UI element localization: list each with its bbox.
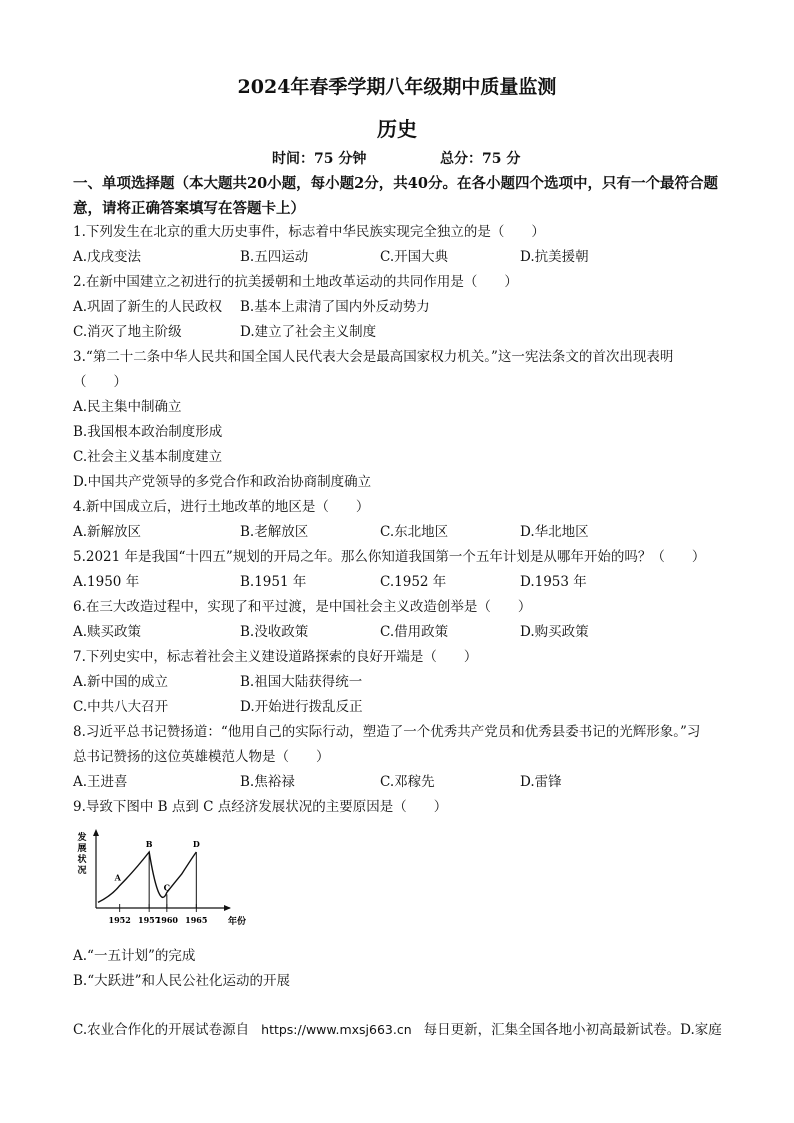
question-8-option-c: C.邓稼先 [380,774,435,790]
question-2-option-c: C.消灭了地主阶级 [73,324,182,340]
question-7-option-d: D.开始进行拨乱反正 [240,699,363,715]
question-8-stem: 8.习近平总书记赞扬道：“他用自己的实际行动，塑造了一个优秀共产党员和优秀县委书记的光辉形象。”习 [73,724,701,740]
question-5-option-a: A.1950 年 [73,574,140,590]
question-8-stem-cont: 总书记赞扬的这位英雄模范人物是（ ） [73,749,330,765]
question-3-option-d: D.中国共产党领导的多党合作和政治协商制度确立 [73,474,372,490]
x-tick-label-1952: 1952 [108,915,131,925]
question-1-option-a: A.戊戌变法 [73,249,142,265]
question-3-option-c: C.社会主义基本制度建立 [73,449,223,465]
x-tick-label-1965: 1965 [185,915,208,925]
question-9-option-b: B.“大跃进”和人民公社化运动的开展 [73,973,291,989]
question-1-option-c: C.开国大典 [380,249,449,265]
question-8-option-a: A.王进喜 [73,774,128,790]
question-3-stem-cont: （ ） [73,374,127,390]
x-tick-label-1960: 1960 [155,915,178,925]
question-2-stem: 2.在新中国建立之初进行的抗美援朝和土地改革运动的共同作用是（ ） [73,274,518,290]
subject-title: 历史 [377,117,417,141]
question-6-option-c: C.借用政策 [380,624,449,640]
point-label-D: D [192,839,200,849]
question-3-option-b: B.我国根本政治制度形成 [73,424,223,440]
question-1-stem: 1.下列发生在北京的重大历史事件，标志着中华民族实现完全独立的是（ ） [73,224,545,240]
point-label-A: A [114,872,121,883]
question-1-option-b: B.五四运动 [240,249,309,265]
question-8-option-b: B.焦裕禄 [240,774,295,790]
question-6-option-b: B.没收政策 [240,624,309,640]
point-label-B: B [145,839,153,849]
section-heading: 一、单项选择题（本大题共20小题，每小题2分，共40分。在各小题四个选项中，只有一个最符合题意，请将正确答案填写在答题卡上） [73,175,718,217]
question-9-option-c-line [73,1020,722,1040]
question-7-option-c: C.中共八大召开 [73,699,169,715]
question-2-option-a: A.巩固了新生的人民政权 [73,299,223,315]
question-9-stem: 9.导致下图中 B 点到 C 点经济发展状况的主要原因是（ ） [73,799,448,815]
question-4-stem: 4.新中国成立后，进行土地改革的地区是（ ） [73,499,370,515]
x-axis-arrow [224,905,231,911]
question-5-option-b: B.1951 年 [240,574,307,590]
x-tick-label-1957: 1957 [138,915,161,925]
exam-time: 时间：75 分钟 [272,151,367,167]
y-axis-arrow [93,829,99,836]
question-8-option-d: D.雷锋 [520,774,562,790]
economic-development-chart [72,826,247,934]
question-4-option-a: A.新解放区 [73,524,142,540]
question-2-option-d: D.建立了社会主义制度 [240,324,377,340]
exam-title: 2024年春季学期八年级期中质量监测 [237,76,557,98]
question-5-option-d: D.1953 年 [520,574,587,590]
y-axis-label-char: 状 [77,855,87,865]
question-4-option-c: C.东北地区 [380,524,449,540]
question-7-option-b: B.祖国大陆获得统一 [240,674,363,690]
question-2-option-b: B.基本上肃清了国内外反动势力 [240,299,430,315]
question-7-stem: 7.下列史实中，标志着社会主义建设道路探索的良好开端是（ ） [73,649,478,665]
point-label-C: C [163,882,171,893]
question-7-option-a: A.新中国的成立 [73,674,169,690]
question-5-stem: 5.2021 年是我国“十四五”规划的开局之年。那么你知道我国第一个五年计划是从哪年开始的吗？（ ） [73,549,706,565]
footer-note: 每日更新，汇集全国各地小初高最新试卷。D.家庭 [423,1022,722,1038]
question-3-stem: 3.“第二十二条中华人民共和国全国人民代表大会是最高国家权力机关。”这一宪法条文的首次出现表明 [73,349,674,365]
question-6-option-a: A.赎买政策 [73,624,142,640]
y-axis-label-char: 展 [77,844,87,854]
question-6-stem: 6.在三大改造过程中，实现了和平过渡，是中国社会主义改造创举是（ ） [73,599,532,615]
y-axis-label-char: 况 [77,866,87,876]
question-3-option-a: A.民主集中制确立 [73,399,182,415]
question-5-option-c: C.1952 年 [380,574,447,590]
y-axis-label-char: 发 [77,833,87,843]
question-4-option-b: B.老解放区 [240,524,309,540]
source-link[interactable]: https://www.mxsj663.cn [261,1022,412,1037]
exam-score: 总分：75 分 [440,151,521,167]
question-4-option-d: D.华北地区 [520,524,589,540]
question-9-option-a: A.“一五计划”的完成 [73,948,196,964]
development-curve [98,852,196,902]
x-axis-label: 年份 [227,917,247,927]
question-6-option-d: D.购买政策 [520,624,589,640]
question-1-option-d: D.抗美援朝 [520,249,589,265]
question-9-option-c: C.农业合作化的开展试卷源自 [73,1022,250,1038]
